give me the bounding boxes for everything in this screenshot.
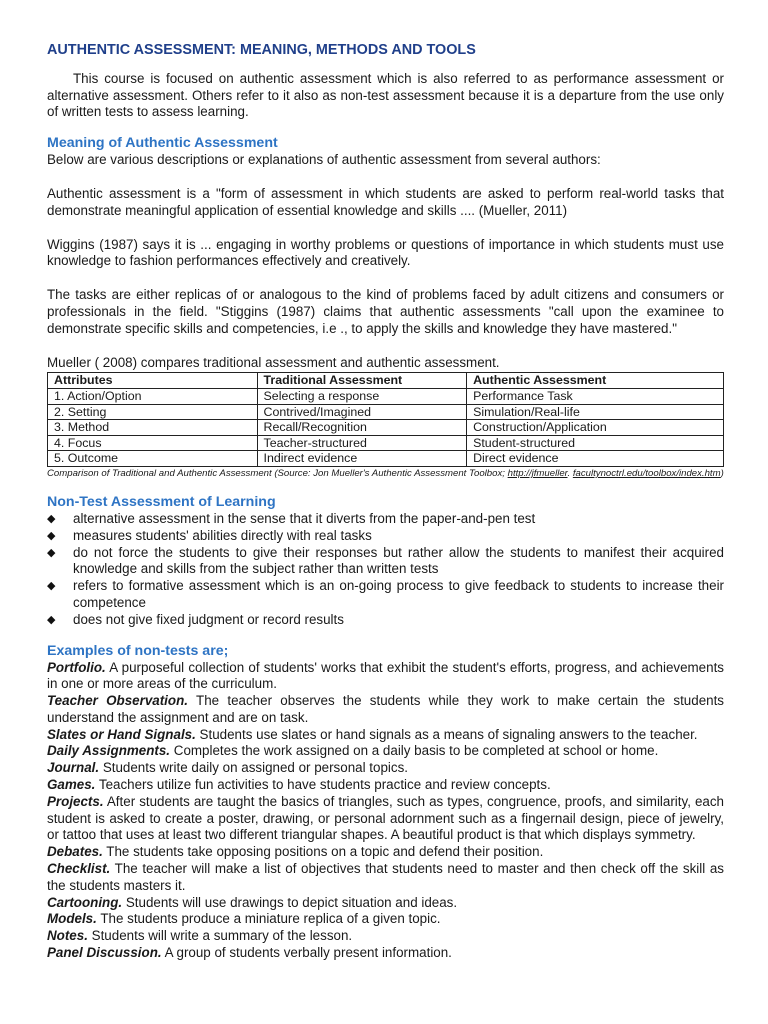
example-item bbox=[47, 895, 724, 912]
examples-heading: Examples of non-tests are; bbox=[47, 642, 229, 659]
table-cell: 5. Outcome bbox=[48, 451, 258, 467]
table-cell: 1. Action/Option bbox=[48, 388, 258, 404]
list-item-text: alternative assessment in the sense that it diverts from the paper-and-pen test bbox=[73, 510, 536, 526]
table-cell: Construction/Application bbox=[467, 420, 724, 436]
table-cell: 3. Method bbox=[48, 420, 258, 436]
table-cell: Simulation/Real-life bbox=[467, 404, 724, 420]
nontest-list bbox=[47, 511, 724, 629]
diamond-bullet-icon: ◆ bbox=[47, 546, 56, 559]
list-item-text: does not give fixed judgment or record results bbox=[73, 611, 344, 627]
example-text: The students produce a miniature replica of a given topic. bbox=[96, 911, 441, 927]
meaning-heading: Meaning of Authentic Assessment bbox=[47, 135, 278, 152]
table-row bbox=[48, 404, 724, 420]
example-label: Notes. bbox=[47, 928, 88, 944]
example-item bbox=[47, 928, 724, 945]
table-row bbox=[48, 435, 724, 451]
mueller-paragraph: Authentic assessment is a "form of assessment in which students are asked to perform real-world tasks that demonstrate meaningful application of essential knowledge and skills .... (Mueller, 2011) bbox=[47, 185, 724, 218]
table-cell: Recall/Recognition bbox=[257, 420, 467, 436]
list-item-text: refers to formative assessment which is an on-going process to give feedback to students to increase their competence bbox=[73, 578, 724, 610]
table-cell: Indirect evidence bbox=[257, 451, 467, 467]
table-header: Traditional Assessment bbox=[257, 373, 467, 389]
wiggins-paragraph: Wiggins (1987) says it is ... engaging in worthy problems or questions of importance in which students must use knowledge to fashion performances effectively and creatively. bbox=[47, 236, 724, 269]
example-item bbox=[47, 844, 724, 861]
example-item bbox=[47, 777, 724, 794]
document-title: AUTHENTIC ASSESSMENT: MEANING, METHODS AND TOOLS bbox=[47, 42, 476, 58]
example-item bbox=[47, 743, 724, 760]
diamond-bullet-icon: ◆ bbox=[47, 613, 56, 626]
example-item bbox=[47, 861, 724, 895]
table-header: Authentic Assessment bbox=[467, 373, 724, 389]
example-item bbox=[47, 911, 724, 928]
example-label: Checklist. bbox=[47, 861, 111, 877]
example-text: Students write daily on assigned or personal topics. bbox=[99, 760, 408, 776]
table-row bbox=[48, 451, 724, 467]
example-text: After students are taught the basics of triangles, such as types, congruence, proofs, and similarity, each student is asked to create a poster, drawing, or personal adornment such as a fingernail design, piece of jewelry, or tattoo that uses at least two different triangular shapes. A beautiful product is that which displays symmetry. bbox=[47, 793, 724, 843]
example-label: Panel Discussion. bbox=[47, 945, 162, 961]
example-text: A purposeful collection of students' works that exhibit the student's efforts, progress, and achievements in one or more areas of the curriculum. bbox=[47, 659, 724, 692]
example-item bbox=[47, 794, 724, 844]
caption-end: ) bbox=[720, 467, 724, 479]
example-label: Debates. bbox=[47, 844, 103, 860]
table-row bbox=[48, 388, 724, 404]
list-item bbox=[47, 578, 724, 612]
examples-list bbox=[47, 660, 724, 962]
table-cell: Direct evidence bbox=[467, 451, 724, 467]
caption-separator: . bbox=[567, 467, 573, 479]
example-text: Students will write a summary of the lesson. bbox=[87, 928, 353, 944]
example-text: The teacher observes the students while they work to make certain the students understand the assignment and are on task. bbox=[47, 693, 725, 725]
tasks-paragraph: The tasks are either replicas of or analogous to the kind of problems faced by adult citizens and consumers or professionals in the field. "Stiggins (1987) claims that authentic assessments "call upon the examinee to demonstrate specific skills and competencies, i.e ., to apply the skills and knowledge they have mastered." bbox=[47, 287, 724, 336]
example-text: Teachers utilize fun activities to have students practice and review concepts. bbox=[95, 777, 551, 793]
list-item-text: do not force the students to give their responses but rather allow the students to manifest their acquired knowledge and skills from the subject rather than written tests bbox=[73, 544, 724, 577]
table-cell: 2. Setting bbox=[48, 404, 258, 420]
list-item bbox=[47, 545, 724, 579]
table-intro: Mueller ( 2008) compares traditional assessment and authentic assessment. bbox=[47, 354, 500, 370]
caption-link[interactable]: facultynoctrl.edu/toolbox/index.htm bbox=[572, 467, 721, 479]
list-item bbox=[47, 528, 724, 545]
diamond-bullet-icon: ◆ bbox=[47, 529, 56, 542]
example-item bbox=[47, 660, 724, 694]
example-text: Completes the work assigned on a daily basis to be completed at school or home. bbox=[170, 743, 659, 759]
caption-text: Comparison of Traditional and Authentic Assessment (Source: Jon Mueller's Authentic Assessment Toolbox; bbox=[47, 467, 508, 479]
example-text: A group of students verbally present information. bbox=[161, 945, 452, 961]
table-caption bbox=[47, 468, 724, 480]
example-label: Projects. bbox=[47, 793, 104, 809]
table-header: Attributes bbox=[48, 373, 258, 389]
caption-link[interactable]: http://jfmueller bbox=[507, 467, 568, 479]
example-text: The students take opposing positions on a topic and defend their position. bbox=[102, 844, 544, 860]
table-header-row bbox=[48, 373, 724, 389]
example-item bbox=[47, 727, 724, 744]
diamond-bullet-icon: ◆ bbox=[47, 580, 56, 593]
nontest-heading: Non-Test Assessment of Learning bbox=[47, 493, 276, 510]
example-label: Games. bbox=[47, 777, 96, 793]
example-label: Journal. bbox=[47, 760, 100, 776]
table-cell: 4. Focus bbox=[48, 435, 258, 451]
example-text: Students will use drawings to depict situation and ideas. bbox=[122, 894, 458, 910]
list-item bbox=[47, 511, 724, 528]
example-item bbox=[47, 945, 724, 962]
table-cell: Student-structured bbox=[467, 435, 724, 451]
example-label: Cartooning. bbox=[47, 894, 123, 910]
example-item bbox=[47, 693, 724, 727]
example-label: Portfolio. bbox=[47, 659, 106, 675]
example-label: Models. bbox=[47, 911, 97, 927]
table-row bbox=[48, 420, 724, 436]
comparison-table bbox=[47, 372, 724, 467]
intro-paragraph: This course is focused on authentic assessment which is also referred to as performance assessment or alternative assessment. Others refer to it also as non-test assessment because it is a departure from the use only of written tests to assess learning. bbox=[47, 70, 724, 120]
table-cell: Performance Task bbox=[467, 388, 724, 404]
table-cell: Contrived/Imagined bbox=[257, 404, 467, 420]
list-item-text: measures students' abilities directly with real tasks bbox=[73, 527, 372, 543]
meaning-lead: Below are various descriptions or explanations of authentic assessment from several authors: bbox=[47, 152, 601, 168]
list-item bbox=[47, 612, 724, 629]
table-cell: Teacher-structured bbox=[257, 435, 467, 451]
example-label: Daily Assignments. bbox=[47, 743, 171, 759]
example-label: Teacher Observation. bbox=[47, 693, 188, 709]
example-text: Students use slates or hand signals as a means of signaling answers to the teacher. bbox=[195, 726, 698, 742]
example-item bbox=[47, 760, 724, 777]
example-label: Slates or Hand Signals. bbox=[47, 726, 196, 742]
diamond-bullet-icon: ◆ bbox=[47, 512, 56, 525]
table-cell: Selecting a response bbox=[257, 388, 467, 404]
example-text: The teacher will make a list of objectives that students need to master and then check off the skill as the students masters it. bbox=[47, 861, 724, 893]
